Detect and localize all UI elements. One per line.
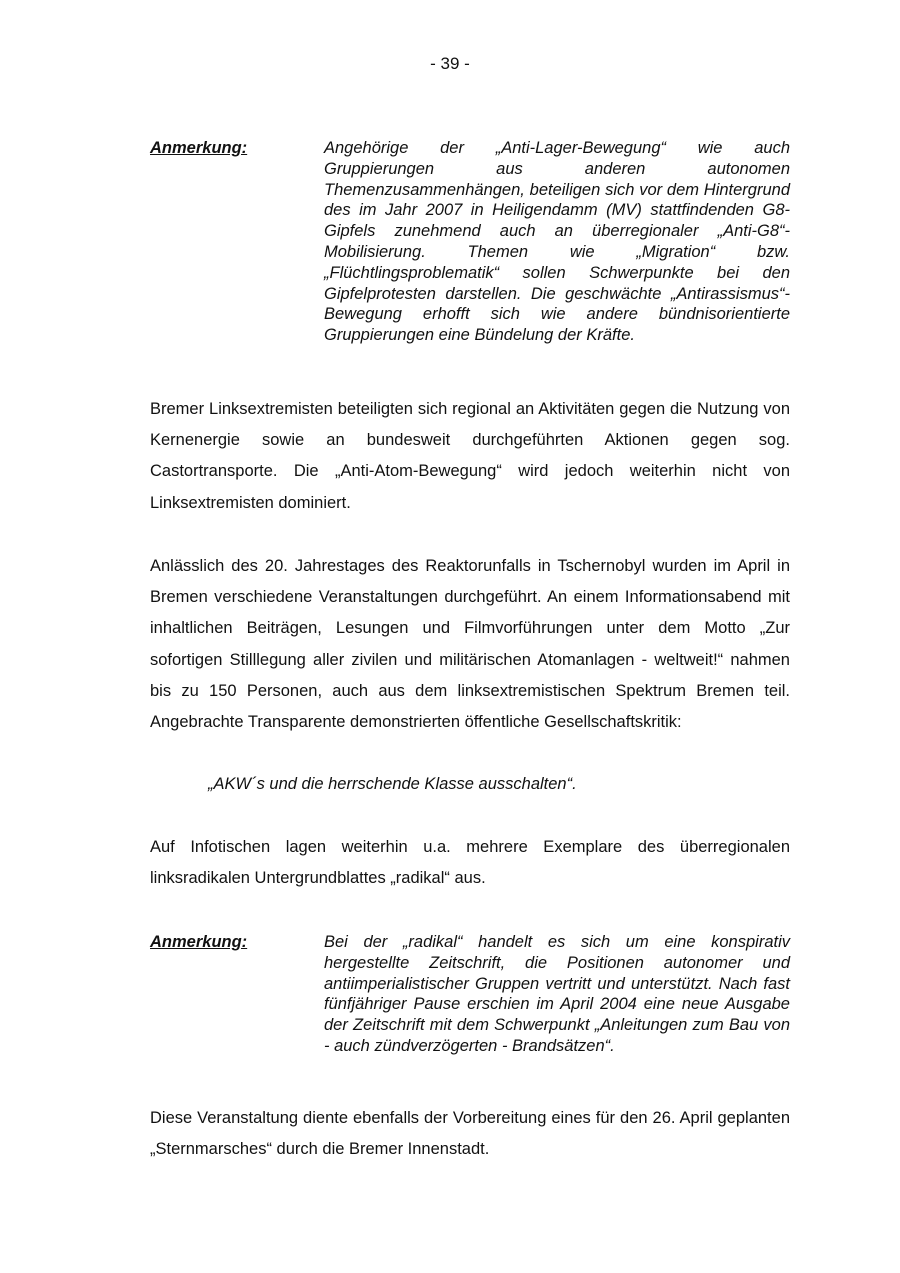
note-text: Angehörige der „Anti-Lager-Bewegung“ wie auch Gruppierungen aus anderen autonomen Themenzusammenhängen, beteiligen sich vor dem Hintergrund des im Jahr 2007 in Heiligendamm (MV) stattfindenden G8-Gipfels zunehmend auch an überregionaler „Anti-G8“-Mobilisierung. Themen wie „Migration“ bzw. „Flüchtlingsproblematik“ sollen Schwerpunkte bei den Gipfelprotesten darstellen. Die geschwächte „Antirassismus“-Bewegung erhofft sich wie andere bündnisorientierte Gruppierungen eine Bündelung der Kräfte. — [324, 139, 790, 345]
paragraph-anti-atom: Bremer Linksextremisten beteiligten sich regional an Aktivitäten gegen die Nutzung von Kernenergie sowie an bundesweit durchgeführten Aktionen gegen sog. Castortransporte. Die „Anti-Atom-Bewegung“ wird jedoch weiterhin nicht von Linksextremisten dominiert. — [150, 400, 790, 512]
paragraph-sternmarsch: Diese Veranstaltung diente ebenfalls der Vorbereitung eines für den 26. April geplanten „Sternmarsches“ durch die Bremer Innenstadt. — [150, 1109, 790, 1159]
note-block-2 — [150, 932, 790, 1057]
note-label: Anmerkung: — [150, 139, 248, 157]
quote-banner: „AKW´s und die herrschende Klasse ausschalten“. — [208, 775, 577, 793]
note-block-1 — [150, 138, 790, 346]
paragraph-tschernobyl: Anlässlich des 20. Jahrestages des Reaktorunfalls in Tschernobyl wurden im April in Bremen verschiedene Veranstaltungen durchgeführt. An einem Informationsabend mit inhaltlichen Beiträgen, Lesungen und Filmvorführungen unter dem Motto „Zur sofortigen Stilllegung aller zivilen und militärischen Atomanlagen - weltweit!“ nahmen bis zu 150 Personen, auch aus dem linksextremistischen Spektrum Bremen teil. Angebrachte Transparente demonstrierten öffentliche Gesellschaftskritik: — [150, 557, 790, 732]
note-text: Bei der „radikal“ handelt es sich um eine konspirativ hergestellte Zeitschrift, die Positionen autonomer und antiimperialistischer Gruppen vertritt und unterstützt. Nach fast fünfjähriger Pause erschien im April 2004 eine neue Ausgabe der Zeitschrift mit dem Schwerpunkt „Anleitungen zum Bau von - auch zündverzögerten - Brandsätzen“. — [324, 933, 790, 1055]
page-number: - 39 - — [430, 54, 470, 73]
paragraph-infotische: Auf Infotischen lagen weiterhin u.a. mehrere Exemplare des überregionalen linksradikalen Untergrundblattes „radikal“ aus. — [150, 838, 790, 888]
note-label: Anmerkung: — [150, 933, 248, 951]
